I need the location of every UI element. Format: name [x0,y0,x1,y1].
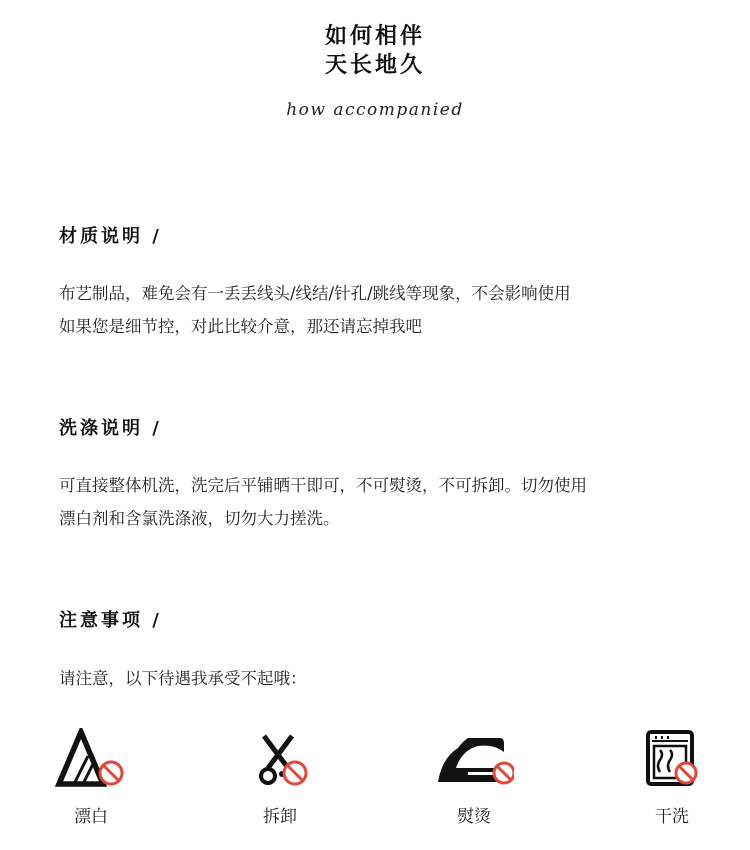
title-line-1: 如何相伴 [324,24,425,49]
material-line-2: 如果您是细节控，对此比较介意，那还请忘掉我吧 [59,317,422,336]
no-disassemble-label: 拆卸 [263,807,297,827]
washing-body [59,469,709,535]
page-title [0,22,750,80]
material-line-1: 布艺制品，难免会有一丢丢线头/线结/针孔/跳线等现象，不会影响使用 [59,284,571,303]
washing-line-2: 漂白剂和含氯洗涤液，切勿大力搓洗。 [59,509,340,528]
no-tumble-dry-label: 干洗 [655,807,689,827]
no-tumble-dry-icon [632,728,712,792]
washing-line-1: 可直接整体机洗，洗完后平铺晒干即可，不可熨烫，不可拆卸。切勿使用 [59,476,587,495]
no-iron-label: 熨烫 [457,807,491,827]
notice-line-1: 请注意，以下待遇我承受不起哦： [59,669,307,688]
washing-heading: 洗涤说明 / [59,418,162,439]
notice-heading: 注意事项 / [59,610,162,631]
no-bleach-label: 漂白 [74,807,108,827]
material-body [59,277,709,343]
no-iron-icon [434,728,514,792]
title-line-2: 天长地久 [324,53,425,78]
no-bleach-icon [51,728,131,792]
no-disassemble-icon [240,728,320,792]
material-heading: 材质说明 / [59,226,162,247]
notice-body [59,662,709,695]
page-subtitle: how accompanied [286,100,464,120]
